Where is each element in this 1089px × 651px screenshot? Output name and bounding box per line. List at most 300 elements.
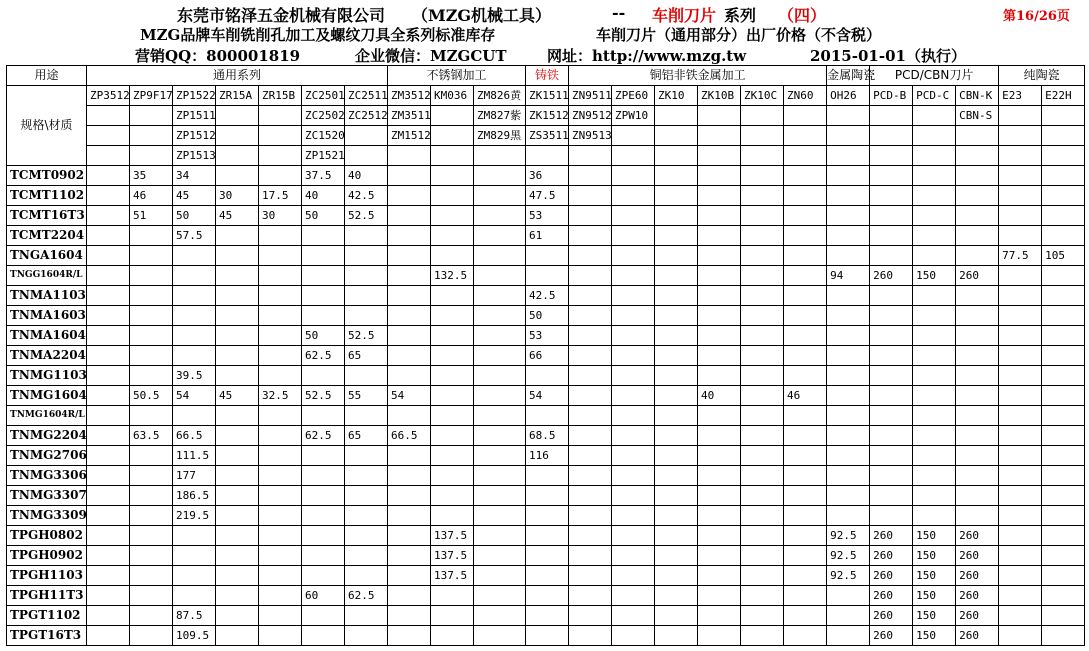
- price-cell: [913, 166, 956, 186]
- price-cell: [612, 406, 655, 426]
- price-cell: [655, 526, 698, 546]
- spec-cell: TNMA1103: [7, 286, 87, 306]
- grade-cell: [130, 106, 173, 126]
- price-cell: [388, 626, 431, 646]
- grade-cell: ZPE60: [612, 86, 655, 106]
- price-cell: 109.5: [173, 626, 216, 646]
- price-cell: [913, 506, 956, 526]
- table-row: [7, 446, 1085, 466]
- price-cell: [698, 446, 741, 466]
- price-cell: 50: [173, 206, 216, 226]
- price-cell: [999, 546, 1042, 566]
- price-cell: [784, 406, 827, 426]
- spec-cell: TNMA1603: [7, 306, 87, 326]
- price-cell: [388, 546, 431, 566]
- grade-cell: [698, 126, 741, 146]
- price-cell: [569, 446, 612, 466]
- price-cell: [259, 466, 302, 486]
- price-cell: [913, 246, 956, 266]
- price-cell: [655, 466, 698, 486]
- price-cell: [345, 526, 388, 546]
- price-cell: [569, 246, 612, 266]
- price-cell: [216, 286, 259, 306]
- grade-cell: ZM1512: [388, 126, 431, 146]
- price-cell: [216, 266, 259, 286]
- price-cell: [87, 626, 130, 646]
- grade-cell: [741, 126, 784, 146]
- price-cell: [569, 346, 612, 366]
- grade-cell: ZP1513: [173, 146, 216, 166]
- price-cell: [999, 406, 1042, 426]
- price-cell: [388, 346, 431, 366]
- price-cell: 260: [870, 566, 913, 586]
- price-cell: [474, 286, 526, 306]
- brand-name: （MZG机械工具）: [412, 6, 552, 25]
- price-cell: [87, 166, 130, 186]
- price-cell: [431, 306, 474, 326]
- price-cell: [388, 186, 431, 206]
- price-cell: [216, 486, 259, 506]
- price-cell: [87, 466, 130, 486]
- grade-cell: [999, 126, 1042, 146]
- price-cell: [345, 566, 388, 586]
- grade-cell: E22H: [1042, 86, 1085, 106]
- price-cell: [87, 586, 130, 606]
- grade-row: [7, 146, 1085, 166]
- price-cell: [388, 486, 431, 506]
- price-cell: [741, 366, 784, 386]
- price-cell: [173, 526, 216, 546]
- spec-cell: TNMG1103: [7, 366, 87, 386]
- price-cell: 87.5: [173, 606, 216, 626]
- price-cell: [302, 606, 345, 626]
- price-cell: [431, 506, 474, 526]
- price-cell: 260: [956, 586, 999, 606]
- price-cell: 52.5: [302, 386, 345, 406]
- price-cell: [431, 226, 474, 246]
- price-cell: [173, 286, 216, 306]
- group-header-row: [7, 66, 1085, 86]
- price-cell: [302, 546, 345, 566]
- spec-cell: TNMG2204: [7, 426, 87, 446]
- price-cell: [87, 226, 130, 246]
- price-cell: [999, 606, 1042, 626]
- usage-header: 用途: [7, 66, 87, 86]
- price-cell: [130, 506, 173, 526]
- grade-cell: ZK10B: [698, 86, 741, 106]
- price-cell: [302, 406, 345, 426]
- grade-cell: [784, 106, 827, 126]
- title-dash: --: [612, 3, 626, 22]
- price-cell: [612, 446, 655, 466]
- price-cell: 66.5: [173, 426, 216, 446]
- price-statement: 车削刀片（通用部分）出厂价格（不含税）: [596, 26, 882, 44]
- series-number: （四）: [778, 6, 827, 25]
- price-cell: [526, 526, 569, 546]
- price-cell: [655, 566, 698, 586]
- price-cell: [741, 206, 784, 226]
- price-cell: [345, 486, 388, 506]
- price-cell: [784, 426, 827, 446]
- price-cell: [569, 326, 612, 346]
- price-cell: [569, 286, 612, 306]
- group-header: 铜铝非铁金属加工: [569, 66, 827, 86]
- price-cell: [655, 586, 698, 606]
- table-row: [7, 206, 1085, 226]
- price-cell: [784, 486, 827, 506]
- price-cell: [784, 586, 827, 606]
- price-cell: [612, 626, 655, 646]
- price-cell: [956, 246, 999, 266]
- price-cell: [216, 546, 259, 566]
- price-cell: [784, 286, 827, 306]
- group-header: 纯陶瓷: [999, 66, 1085, 86]
- price-cell: 219.5: [173, 506, 216, 526]
- price-cell: [569, 226, 612, 246]
- price-cell: [431, 626, 474, 646]
- price-cell: [1042, 306, 1085, 326]
- price-cell: [827, 226, 870, 246]
- grade-cell: [741, 146, 784, 166]
- price-cell: 65: [345, 426, 388, 446]
- price-cell: [784, 226, 827, 246]
- price-cell: [345, 266, 388, 286]
- price-cell: [87, 286, 130, 306]
- price-cell: [741, 466, 784, 486]
- price-cell: [216, 366, 259, 386]
- price-cell: [431, 466, 474, 486]
- price-cell: [612, 386, 655, 406]
- price-cell: [870, 346, 913, 366]
- grade-cell: [87, 126, 130, 146]
- grade-cell: [612, 146, 655, 166]
- price-cell: [259, 226, 302, 246]
- price-cell: [827, 446, 870, 466]
- price-cell: [87, 266, 130, 286]
- price-cell: [784, 366, 827, 386]
- price-cell: [655, 506, 698, 526]
- price-cell: [431, 206, 474, 226]
- price-cell: [612, 246, 655, 266]
- price-cell: 32.5: [259, 386, 302, 406]
- price-cell: [612, 546, 655, 566]
- price-cell: [612, 506, 655, 526]
- price-cell: [1042, 506, 1085, 526]
- price-cell: [130, 626, 173, 646]
- price-cell: [741, 586, 784, 606]
- price-cell: [345, 506, 388, 526]
- price-cell: [216, 586, 259, 606]
- price-cell: [526, 546, 569, 566]
- price-cell: [526, 506, 569, 526]
- spec-cell: TCMT2204: [7, 226, 87, 246]
- price-cell: [655, 326, 698, 346]
- effective-date: 2015-01-01（执行）: [810, 47, 966, 65]
- grade-cell: ZPW10: [612, 106, 655, 126]
- price-cell: [526, 566, 569, 586]
- price-cell: [474, 226, 526, 246]
- price-cell: [474, 326, 526, 346]
- price-cell: [87, 606, 130, 626]
- price-cell: [999, 306, 1042, 326]
- price-cell: [302, 486, 345, 506]
- price-cell: [698, 246, 741, 266]
- group-header: PCD/CBN刀片: [870, 66, 999, 86]
- price-cell: [259, 506, 302, 526]
- price-cell: [784, 526, 827, 546]
- price-cell: [612, 566, 655, 586]
- grade-cell: [827, 126, 870, 146]
- price-cell: [302, 566, 345, 586]
- title-line: [0, 3, 1089, 25]
- price-cell: 34: [173, 166, 216, 186]
- grade-cell: ZN9511: [569, 86, 612, 106]
- grade-cell: ZP1521: [302, 146, 345, 166]
- price-cell: [569, 486, 612, 506]
- spec-cell: TPGT16T3: [7, 626, 87, 646]
- price-cell: 260: [956, 546, 999, 566]
- grade-row: [7, 106, 1085, 126]
- spec-cell: TCMT1102: [7, 186, 87, 206]
- price-cell: [345, 466, 388, 486]
- subtitle-line: [0, 24, 1089, 46]
- price-cell: [431, 446, 474, 466]
- price-cell: 105: [1042, 246, 1085, 266]
- price-cell: [173, 266, 216, 286]
- table-row: [7, 166, 1085, 186]
- price-cell: [999, 386, 1042, 406]
- table-row: [7, 366, 1085, 386]
- price-cell: [999, 206, 1042, 226]
- grade-cell: ZM826黄: [474, 86, 526, 106]
- price-cell: [87, 426, 130, 446]
- price-cell: 30: [259, 206, 302, 226]
- grade-cell: [431, 126, 474, 146]
- price-cell: 54: [388, 386, 431, 406]
- price-cell: [1042, 586, 1085, 606]
- price-cell: [130, 306, 173, 326]
- table-row: [7, 546, 1085, 566]
- price-cell: [474, 406, 526, 426]
- table-row: [7, 286, 1085, 306]
- price-cell: 260: [870, 526, 913, 546]
- price-cell: [259, 246, 302, 266]
- spec-cell: TPGH0802: [7, 526, 87, 546]
- price-cell: [259, 266, 302, 286]
- grade-cell: [655, 146, 698, 166]
- series-title: 车削刀片: [652, 6, 717, 25]
- price-cell: [216, 406, 259, 426]
- price-cell: [870, 486, 913, 506]
- group-header: 金属陶瓷: [827, 66, 870, 86]
- price-cell: 260: [956, 626, 999, 646]
- price-cell: [1042, 266, 1085, 286]
- price-cell: 50.5: [130, 386, 173, 406]
- price-cell: [216, 426, 259, 446]
- table-row: [7, 386, 1085, 406]
- grade-cell: ZR15B: [259, 86, 302, 106]
- price-cell: [388, 306, 431, 326]
- price-cell: [784, 466, 827, 486]
- price-cell: 52.5: [345, 326, 388, 346]
- price-cell: [388, 226, 431, 246]
- price-cell: [827, 426, 870, 446]
- price-cell: [784, 186, 827, 206]
- price-cell: 55: [345, 386, 388, 406]
- price-cell: [259, 526, 302, 546]
- price-cell: [956, 466, 999, 486]
- grade-cell: ZC2512: [345, 106, 388, 126]
- price-cell: [698, 286, 741, 306]
- price-cell: [474, 566, 526, 586]
- price-cell: [870, 286, 913, 306]
- price-cell: [130, 366, 173, 386]
- price-cell: [784, 266, 827, 286]
- spec-cell: TNGG1604R/L: [7, 266, 87, 286]
- price-cell: [827, 366, 870, 386]
- price-cell: [741, 266, 784, 286]
- price-cell: [569, 466, 612, 486]
- price-cell: 94: [827, 266, 870, 286]
- price-cell: [130, 606, 173, 626]
- price-cell: [827, 166, 870, 186]
- spec-cell: TNMG2706: [7, 446, 87, 466]
- price-cell: [87, 326, 130, 346]
- price-cell: [1042, 606, 1085, 626]
- price-cell: 137.5: [431, 526, 474, 546]
- price-cell: [999, 586, 1042, 606]
- price-cell: 92.5: [827, 566, 870, 586]
- wechat-contact: 企业微信：MZGCUT: [355, 47, 507, 65]
- price-cell: 260: [956, 606, 999, 626]
- price-cell: [431, 486, 474, 506]
- price-cell: [388, 286, 431, 306]
- price-cell: [388, 566, 431, 586]
- price-cell: [259, 426, 302, 446]
- price-cell: [474, 346, 526, 366]
- price-cell: 66: [526, 346, 569, 366]
- price-cell: [302, 506, 345, 526]
- price-cell: [474, 246, 526, 266]
- price-cell: [87, 206, 130, 226]
- price-cell: [216, 626, 259, 646]
- price-cell: [956, 166, 999, 186]
- grade-cell: OH26: [827, 86, 870, 106]
- price-cell: [870, 306, 913, 326]
- price-cell: [956, 206, 999, 226]
- price-cell: [474, 486, 526, 506]
- grade-cell: [259, 126, 302, 146]
- price-cell: [474, 606, 526, 626]
- grade-cell: [956, 146, 999, 166]
- price-cell: [655, 306, 698, 326]
- price-cell: [784, 246, 827, 266]
- price-cell: [999, 566, 1042, 586]
- grade-cell: ZC1520: [302, 126, 345, 146]
- price-cell: [1042, 286, 1085, 306]
- company-name: 东莞市铭泽五金机械有限公司: [177, 6, 386, 25]
- price-cell: [827, 626, 870, 646]
- price-cell: [870, 206, 913, 226]
- price-cell: [431, 406, 474, 426]
- price-cell: [999, 226, 1042, 246]
- spec-cell: TNMA1604: [7, 326, 87, 346]
- price-cell: [216, 446, 259, 466]
- price-cell: [1042, 366, 1085, 386]
- price-cell: [698, 166, 741, 186]
- price-cell: [956, 346, 999, 366]
- price-cell: [130, 526, 173, 546]
- grade-cell: [388, 146, 431, 166]
- price-cell: 150: [913, 526, 956, 546]
- grade-cell: [87, 146, 130, 166]
- grade-cell: ZP3512: [87, 86, 130, 106]
- price-cell: [259, 406, 302, 426]
- price-cell: [130, 326, 173, 346]
- spec-cell: TNMG1604: [7, 386, 87, 406]
- price-cell: [569, 266, 612, 286]
- table-row: [7, 466, 1085, 486]
- price-cell: 35: [130, 166, 173, 186]
- price-cell: [526, 366, 569, 386]
- price-cell: [173, 246, 216, 266]
- price-cell: [388, 246, 431, 266]
- price-cell: [741, 226, 784, 246]
- price-cell: [130, 486, 173, 506]
- price-cell: [827, 286, 870, 306]
- price-cell: [569, 166, 612, 186]
- table-row: [7, 326, 1085, 346]
- price-cell: [345, 406, 388, 426]
- price-cell: [999, 626, 1042, 646]
- price-cell: [259, 366, 302, 386]
- price-cell: [87, 526, 130, 546]
- price-cell: [913, 486, 956, 506]
- price-cell: [173, 326, 216, 346]
- price-cell: [526, 626, 569, 646]
- price-cell: [431, 186, 474, 206]
- price-cell: [827, 326, 870, 346]
- grade-cell: [1042, 106, 1085, 126]
- price-cell: [655, 606, 698, 626]
- price-cell: [130, 566, 173, 586]
- price-cell: [569, 586, 612, 606]
- price-cell: [741, 546, 784, 566]
- price-cell: [870, 246, 913, 266]
- price-cell: [655, 166, 698, 186]
- price-cell: [474, 466, 526, 486]
- spec-cell: TPGH1103: [7, 566, 87, 586]
- price-cell: [784, 306, 827, 326]
- grade-cell: ZM3511: [388, 106, 431, 126]
- price-cell: [870, 186, 913, 206]
- price-cell: [741, 426, 784, 446]
- price-cell: [302, 266, 345, 286]
- price-cell: [474, 266, 526, 286]
- price-cell: [999, 506, 1042, 526]
- price-cell: 260: [870, 606, 913, 626]
- price-cell: [999, 486, 1042, 506]
- price-cell: [956, 486, 999, 506]
- grade-cell: CBN-S: [956, 106, 999, 126]
- price-cell: [474, 586, 526, 606]
- price-cell: [302, 306, 345, 326]
- price-cell: 17.5: [259, 186, 302, 206]
- price-cell: [612, 306, 655, 326]
- grade-cell: [655, 106, 698, 126]
- price-cell: [827, 206, 870, 226]
- price-cell: [431, 426, 474, 446]
